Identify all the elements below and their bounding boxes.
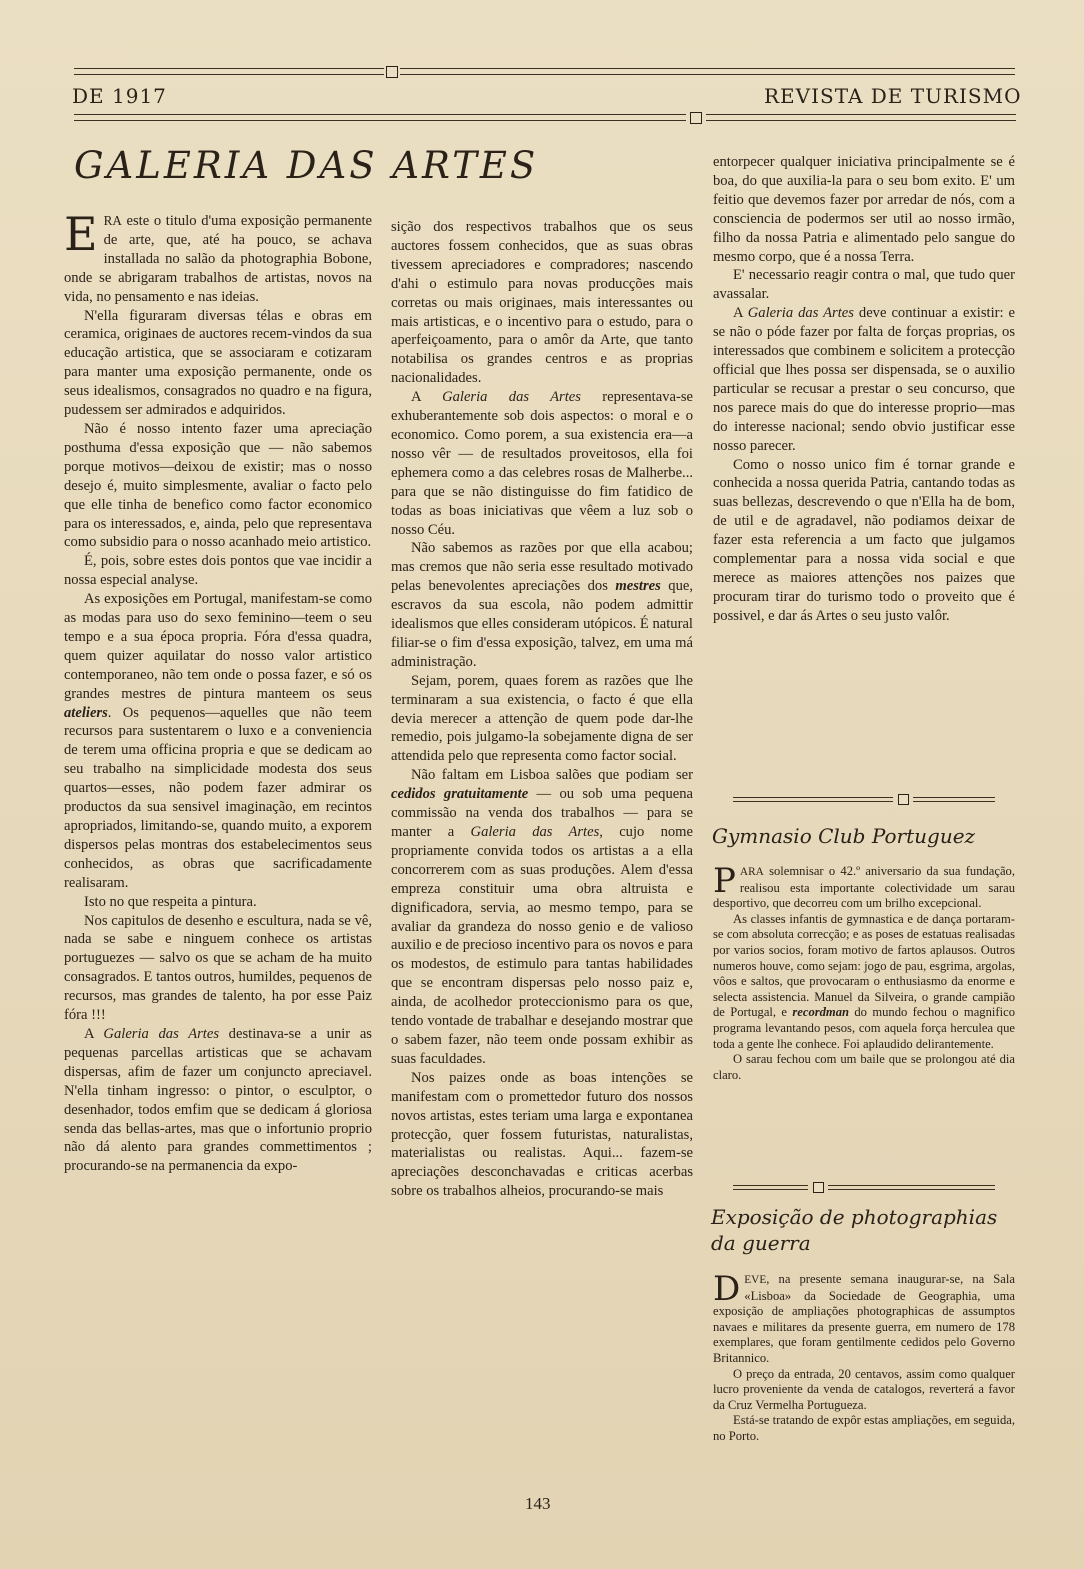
paragraph: A Galeria das Artes representava-se exhuberantemente sob dois aspectos: o moral e o economico. Como porem, a sua existencia era—a nosso vêr — de resultados proveitosos, ella foi ephemera como a das celebres rosas de Malherbe... para que se não distinguisse do fim fatidico de todas as boas iniciativas que vêem a luz sob o nosso Céu. xyxy=(391,389,693,538)
article-column-1: ERA este o titulo d'uma exposição permanente de arte, que, até ha pouco, se achava installada no salão da photographia Bobone, onde se abrigaram trabalhos de artistas, novos na vida, no pensamento e nas ideias. N'ella figuraram diversas télas e obras em ceramica, originaes de auctores recem-vindos da sua educação artistica, que se associaram e cotizaram para manter uma exposição permanente, onde os seus idealismos, consagrados no quadro e na figura, pudessem ser admirados e adquiridos. Não é nosso intento fazer uma apreciação posthuma d'essa exposição que — não sabemos porque motivos—deixou de existir; mas o nosso desejo é, muito simplesmente, avaliar o facto pelo que elle tinha de benefico como factor economico para os interessados, e, ainda, pelo que representava como subsidio para o nosso acanhado meio artistico. É, pois, sobre estes dois pontos que vae incidir a nossa especial analyse. As exposições em Portugal, manifestam-se como as modas para uso do sexo feminino—teem o seu tempo e a sua época propria. Fóra d'essa quadra, quem quizer aquilatar do nosso valor artistico contemporaneo, não tem onde o possa fazer, e só os grandes mestres de pintura manteem os seus ateliers. Os pequenos—aquelles que não teem recursos para sustentarem o luxo e a conveniencia de terem uma officina propria e que se dedicam ao seu trabalho na simplicidade modesta dos seus quartos—esses, não podem fazer admirar os productos da sua sensivel imaginação, em recintos apropriados, limitando-se, quando muito, a exporem dispersos pelas montras dos estabelecimentos seus conhecidos, as obras que sacrificadamente realisaram. Isto no que respeita a pintura. Nos capitulos de desenho e escultura, nada se vê, nada se sabe e ninguem conhece os artistas portuguezes — salvo os que se acham de ha muito consagrados. E tantos outros, humildes, pequenos de recursos, mas grandes de talento, ha por esse Paiz fóra !!! A Galeria das Artes destinava-se a unir as pequenas parcellas artisticas que se achavam dispersas, afim de fazer um conjuncto apreciavel. N'ella tinham ingresso: o pintor, o esculptor, o desenhador, todos emfim que se dedicam á gloriosa senda das bellas-artes, mas que o infortunio proprio não dá alento para grandes commettimentos ; procurando-se na permanencia da expo- xyxy=(64,207,372,1175)
article-column-2 xyxy=(391,218,693,1201)
expo-title: Exposição de photographias da guerra xyxy=(711,1205,998,1255)
paragraph: O preço da entrada, 20 centavos, assim como qualquer lucro proveniente da venda de catalogos, reverterá a favor da Cruz Vermelha Portugueza. xyxy=(713,1366,1015,1412)
paragraph: Nos paizes onde as boas intenções se manifestam com o promettedor futuro dos nossos novos artistas, estes teriam uma larga e expontanea protecção, quer fossem futuristas, naturalistas, materialistas ou realistas. Aqui... fazem-se apreciações desconchavadas e criticas acerbas sobre os trabalhos alheios, procurando-se mais xyxy=(391,1069,693,1200)
paragraph: Sejam, porem, quaes forem as razões que lhe terminaram a sua existencia, o facto é que ella devia merecer a attenção de quem pode dar-lhe remedio, pois julgamo-la sobejamente digna de ser attendida pelo que representa como factor social. xyxy=(391,672,693,765)
header-ornament-box-2 xyxy=(690,112,702,124)
paragraph: Nos capitulos de desenho e escultura, nada se vê, nada se sabe e ninguem conhece os artistas portuguezes — salvo os que se acham de ha muito consagrados. E tantos outros, humildes, pequenos de recursos, mas grandes de talento, ha por esse Paiz fóra !!! xyxy=(64,912,372,1024)
paragraph: sição dos respectivos trabalhos que os seus auctores fossem conhecidos, que as suas obras tivessem apreciadores e compradores; nascendo d'ahi o estimulo para novas producções mais corretas ou mais originaes, mais interessantes ou mais artisticas, e o incentivo para o estudo, para o aperfeiçoamento, para o amôr da Arte, que tanto notabilisa os grandes centros e as proprias nacionalidades. xyxy=(391,219,693,387)
paragraph: Não é nosso intento fazer uma apreciação posthuma d'essa exposição que — não sabemos porque motivos—deixou de existir; mas o nosso desejo é, muito simplesmente, avaliar o facto pelo que elle tinha de benefico como factor economico para os interessados, e, ainda, pelo que representava como subsidio para o nosso acanhado meio artistico. xyxy=(64,420,372,551)
header-rule-bottom-left xyxy=(74,114,686,121)
header-magazine-name: REVISTA DE TURISMO xyxy=(764,84,1022,108)
header-rule-top-left xyxy=(74,68,384,75)
gym-article: PARA solemnisar o 42.º aniversario da sua fundação, realisou esta importante colectividade um sarau desportivo, que decorreu com um brilho excepcional. As classes infantis de gymnastica e de dança portaram-se com absoluta correcção; e as poses de estatuas realisadas por varios socios, foram motivo de fartos aplausos. Outros numeros houve, como sejam: jogo de pau, esgrima, argolas, vôos e saltos, que provocaram o enthusiasmo da enorme e selecta assistencia. Manuel da Silveira, o grande campião de Portugal, e recordman do mundo fechou o magnifico programa levantando pesos, com aquela força herculea que toda a gente lhe conhece. Foi aplaudido delirantemente. O sarau fechou com um baile que se prolongou até dia claro. xyxy=(713,861,1015,1082)
section-ornament-box xyxy=(813,1182,824,1193)
article-column-3 xyxy=(713,153,1015,626)
drop-cap: D xyxy=(713,1269,741,1309)
section-rule xyxy=(733,1185,808,1190)
section-rule xyxy=(913,797,995,802)
paragraph: Como o nosso unico fim é tornar grande e conhecida a nossa querida Patria, cantando todas as suas bellezas, descrevendo o que n'Ella ha de bom, de util e de agradavel, não podiamos deixar de fazer esta referencia a um facto que julgamos complementar para a nossa vida social e que merece as maiores attenções nos paizes que procuram tirar do turismo todo o proveito que é possivel, e dar ás Artes o seu justo valôr. xyxy=(713,456,1015,624)
paragraph: O sarau fechou com um baile que se prolongou até dia claro. xyxy=(713,1052,1015,1082)
paragraph: As classes infantis de gymnastica e de dança portaram-se com absoluta correcção; e as poses de estatuas realisadas por varios socios, foram motivo de fartos aplausos. Outros numeros houve, como sejam: jogo de pau, esgrima, argolas, vôos e saltos, que provocaram o enthusiasmo da enorme e selecta assistencia. Manuel da Silveira, o grande campião de Portugal, e recordman do mundo fechou o magnifico programa levantando pesos, com aquela força herculea que toda a gente lhe conhece. Foi aplaudido delirantemente. xyxy=(713,911,1015,1051)
paragraph: Não faltam em Lisboa salões que podiam ser cedidos gratuitamente — ou sob uma pequena commissão na venda dos trabalhos — para se manter a Galeria das Artes, cujo nome propriamente convida todos os artistas a a ella concorrerem com as suas produções. Alem d'essa empreza constituir uma obra altruista e dignificadora, servia, ao mesmo tempo, para se avaliar da grandeza do nosso genio e de valioso auxilio e de precioso incentivo para os novos e para os modestos, de estimulo para tantas habilidades que se encontram dispersas pelo nosso paiz e, ainda, de acolhedor proteccionismo para os que, tendo vontade de trabalhar e desejando mostrar que o sabem fazer, não teem onde possam exhibir as suas faculdades. xyxy=(391,767,694,1067)
section-rule xyxy=(828,1185,995,1190)
drop-cap: P xyxy=(713,861,736,901)
paragraph: E' necessario reagir contra o mal, que tudo quer avassalar. xyxy=(713,267,1015,303)
header-rule-bottom-right xyxy=(706,114,1016,121)
page-number: 143 xyxy=(525,1494,551,1513)
paragraph: A Galeria das Artes deve continuar a existir: e se não o póde fazer por falta de forças proprias, os interessados que combinem e solicitem a protecção official que lhes possa ser dispensada, se o auxilio particular se recusar a prestar o seu concurso, que nos parece mais do que do interesse proprio—mas do interesse nacional; sendo obvio justificar esse nosso parecer. xyxy=(713,305,1016,454)
article-title: GALERIA DAS ARTES xyxy=(74,144,539,187)
header-date: DE 1917 xyxy=(72,84,167,108)
paragraph: Isto no que respeita a pintura. xyxy=(84,893,257,910)
header-rule-top-right xyxy=(400,68,1015,75)
drop-cap: E xyxy=(64,207,98,261)
paragraph: É, pois, sobre estes dois pontos que vae incidir a nossa especial analyse. xyxy=(64,553,372,589)
paragraph: As exposições em Portugal, manifestam-se como as modas para uso do sexo feminino—teem o seu tempo e a sua época propria. Fóra d'essa quadra, quem quizer aquilatar do nosso valor artistico contemporaneo, não tem onde o possa fazer, e só os grandes mestres de pintura manteem os seus ateliers. Os pequenos—aquelles que não teem recursos para sustentarem o luxo e a conveniencia de terem uma officina propria e que se dedicam ao seu trabalho na simplicidade modesta dos seus quartos—esses, não podem fazer admirar os productos da sua sensivel imaginação, em recintos apropriados, limitando-se, quando muito, a exporem dispersos pelas montras dos estabelecimentos seus conhecidos, as obras que sacrificadamente realisaram. xyxy=(64,591,372,891)
paragraph: N'ella figuraram diversas télas e obras em ceramica, originaes de auctores recem-vindos da sua educação artistica, que se associaram e cotizaram para manter uma exposição permanente, onde os seus idealismos, consagrados no quadro e na figura, pudessem ser admirados e adquiridos. xyxy=(64,307,372,419)
section-ornament-box xyxy=(898,794,909,805)
paragraph: Está-se tratando de expôr estas ampliações, em seguida, no Porto. xyxy=(713,1413,1015,1443)
paragraph: A Galeria das Artes destinava-se a unir as pequenas parcellas artisticas que se achavam dispersas, afim de fazer um conjuncto apreciavel. N'ella tinham ingresso: o pintor, o esculptor, o desenhador, todos emfim que se dedicam á gloriosa senda das bellas-artes, mas que o infortunio proprio não dá alento para grandes commettimentos ; procurando-se na permanencia da expo- xyxy=(64,1025,372,1175)
section-rule xyxy=(733,797,893,802)
header-ornament-box xyxy=(386,66,398,78)
paragraph: entorpecer qualquer iniciativa principalmente se é boa, do que auxilia-la para o seu bom exito. E' um feitio que devemos fazer por arredar de nós, com a consciencia de podermos ser util ao nosso irmão, filho da nossa Patria e alimentado pelo sangue do mesmo corpo, que é a nossa Terra. xyxy=(713,154,1015,265)
expo-article: DEVE, na presente semana inaugurar-se, na Sala «Lisboa» da Sociedade de Geographia, uma exposição de ampliações photographicas de assumptos navaes e militares da presente guerra, em numero de 178 exemplares, que foram gentilmente cedidos pelo Governo Britannico. O preço da entrada, 20 centavos, assim como qualquer lucro proveniente da venda de catalogos, reverterá a favor da Cruz Vermelha Portugueza. Está-se tratando de expôr estas ampliações, em seguida, no Porto. xyxy=(713,1269,1015,1443)
paragraph: Não sabemos as razões por que ella acabou; mas cremos que não seria esse resultado motivado pelas benevolentes apreciações dos mestres que, escravos da sua escola, não podem admittir idealismos que elles consideram utópicos. É natural filiar-se o fim d'essa exposição, talvez, em uma má administração. xyxy=(391,540,693,670)
gym-title: Gymnasio Club Portuguez xyxy=(712,824,976,848)
